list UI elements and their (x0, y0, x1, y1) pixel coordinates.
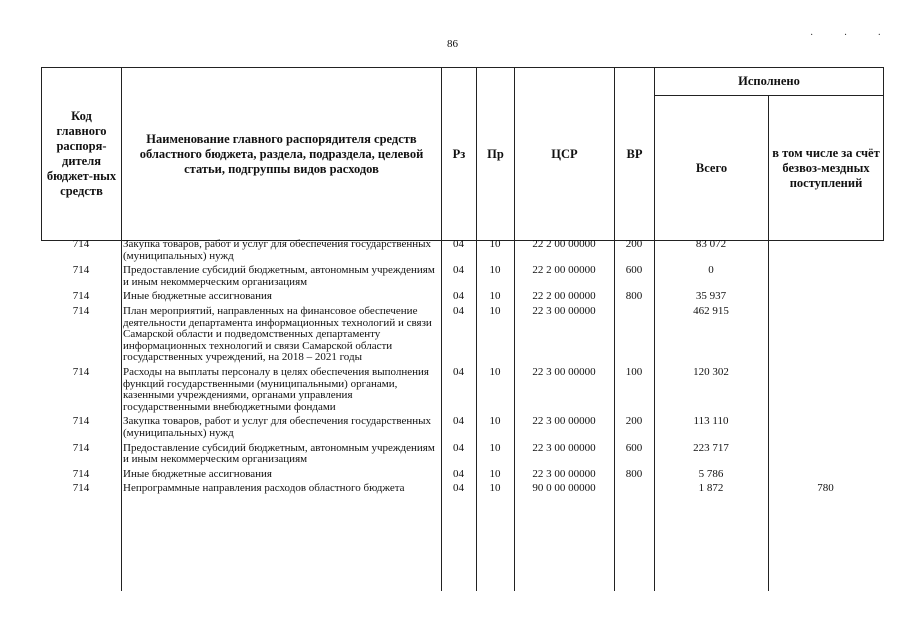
cell-pr: 10 (489, 467, 501, 480)
cell-total: 462 915 (693, 304, 729, 317)
cell-vr (614, 306, 654, 367)
table-row (41, 239, 883, 265)
cell-vr: 100 (625, 365, 643, 378)
cell-csr: 22 3 00 00000 (532, 467, 596, 480)
cell-rz: 04 (453, 467, 464, 480)
cell-code: 714 (72, 264, 90, 277)
cell-pr: 10 (489, 441, 501, 454)
cell-pr: 10 (489, 415, 501, 428)
cell-rz: 04 (453, 304, 464, 317)
cell-vr: 600 (625, 264, 643, 277)
cell-name: Предоставление субсидий бюджетным, автономным учреждениям и иным некоммерческим организациям (123, 441, 435, 466)
page-number: 86 (447, 38, 458, 50)
cell-pr: 10 (489, 264, 501, 277)
cell-csr: 22 3 00 00000 (532, 365, 596, 378)
cell-name: Непрограммные направления расходов областного бюджета (123, 482, 405, 495)
cell-free (768, 291, 883, 306)
table-row (41, 416, 883, 442)
table-row (41, 469, 883, 484)
cell-csr: 22 3 00 00000 (532, 415, 596, 428)
header-code: Код главного распоря-дителя бюджет-ных средств (42, 68, 122, 241)
header-executed: Исполнено (655, 68, 884, 96)
cell-total: 113 110 (693, 415, 729, 428)
cell-vr (614, 483, 654, 498)
cell-csr: 22 2 00 00000 (532, 290, 596, 303)
cell-pr: 10 (489, 304, 501, 317)
cell-pr: 10 (489, 482, 501, 495)
cell-name: План мероприятий, направленных на финансовое обеспечение деятельности департамента информационных технологий и связи Самарской области и подведомственных департаменту информационных технологий и связи Самарской области государственных учреждений, на 2018 – 2021 годы (123, 304, 432, 364)
table-row (41, 291, 883, 306)
table-row (41, 265, 883, 291)
cell-vr: 800 (625, 290, 643, 303)
cell-free (768, 367, 883, 416)
cell-total: 120 302 (693, 365, 729, 378)
cell-free (768, 443, 883, 469)
cell-code: 714 (72, 467, 90, 480)
cell-code: 714 (72, 238, 90, 250)
cell-pr: 10 (489, 238, 501, 250)
cell-rz: 04 (453, 238, 464, 250)
cell-total: 0 (708, 264, 714, 277)
cell-rz: 04 (453, 290, 464, 303)
cell-rz: 04 (453, 264, 464, 277)
cell-code: 714 (72, 290, 90, 303)
header-csr: ЦСР (515, 68, 615, 241)
cell-pr: 10 (489, 290, 501, 303)
header-rz: Рз (442, 68, 477, 241)
table-row (41, 483, 883, 498)
table-row (41, 306, 883, 367)
cell-code: 714 (72, 441, 90, 454)
header-free: в том числе за счёт безвоз-мездных поступлений (769, 96, 884, 241)
cell-total: 83 072 (695, 238, 727, 250)
scan-specks: · · · (810, 30, 895, 41)
cell-free (768, 306, 883, 367)
cell-free (768, 265, 883, 291)
cell-vr: 200 (625, 238, 643, 250)
cell-code: 714 (72, 304, 90, 317)
cell-free (768, 239, 883, 265)
cell-name: Предоставление субсидий бюджетным, автономным учреждениям и иным некоммерческим организациям (123, 264, 435, 288)
header-vr: ВР (615, 68, 655, 241)
table-body (41, 239, 883, 498)
cell-code: 714 (72, 365, 90, 378)
cell-vr: 600 (625, 441, 643, 454)
cell-rz: 04 (453, 415, 464, 428)
cell-total: 35 937 (695, 290, 727, 303)
cell-name: Иные бюджетные ассигнования (123, 467, 272, 480)
cell-name: Расходы на выплаты персоналу в целях обеспечения выполнения функций государственными (муниципальными) органами, казенными учреждениями, органами управления государственными внебюджетными фондами (123, 365, 429, 413)
cell-free (768, 469, 883, 484)
cell-rz: 04 (453, 441, 464, 454)
cell-code: 714 (72, 415, 90, 428)
cell-csr: 22 2 00 00000 (532, 264, 596, 277)
cell-total: 223 717 (693, 441, 729, 454)
cell-rz: 04 (453, 482, 464, 495)
cell-name: Закупка товаров, работ и услуг для обеспечения государственных (муниципальных) нужд (123, 238, 432, 262)
cell-name: Закупка товаров, работ и услуг для обеспечения государственных (муниципальных) нужд (123, 415, 432, 439)
cell-free (768, 416, 883, 442)
table-row (41, 443, 883, 469)
table-row (41, 367, 883, 416)
cell-csr: 22 3 00 00000 (532, 441, 596, 454)
cell-free: 780 (817, 482, 834, 495)
cell-total: 5 786 (698, 467, 724, 480)
header-name: Наименование главного распорядителя средств областного бюджета, раздела, подраздела, целевой статьи, подгруппы видов расходов (122, 68, 442, 241)
header-total: Всего (655, 96, 769, 241)
cell-name: Иные бюджетные ассигнования (123, 290, 272, 303)
cell-total: 1 872 (698, 482, 724, 495)
cell-vr: 200 (625, 415, 643, 428)
cell-vr: 800 (625, 467, 643, 480)
table-header (41, 67, 884, 241)
cell-code: 714 (72, 482, 90, 495)
header-pr: Пр (477, 68, 515, 241)
cell-rz: 04 (453, 365, 464, 378)
cell-csr: 90 0 00 00000 (532, 482, 596, 495)
cell-pr: 10 (489, 365, 501, 378)
cell-csr: 22 3 00 00000 (532, 304, 596, 317)
cell-csr: 22 2 00 00000 (532, 238, 596, 250)
